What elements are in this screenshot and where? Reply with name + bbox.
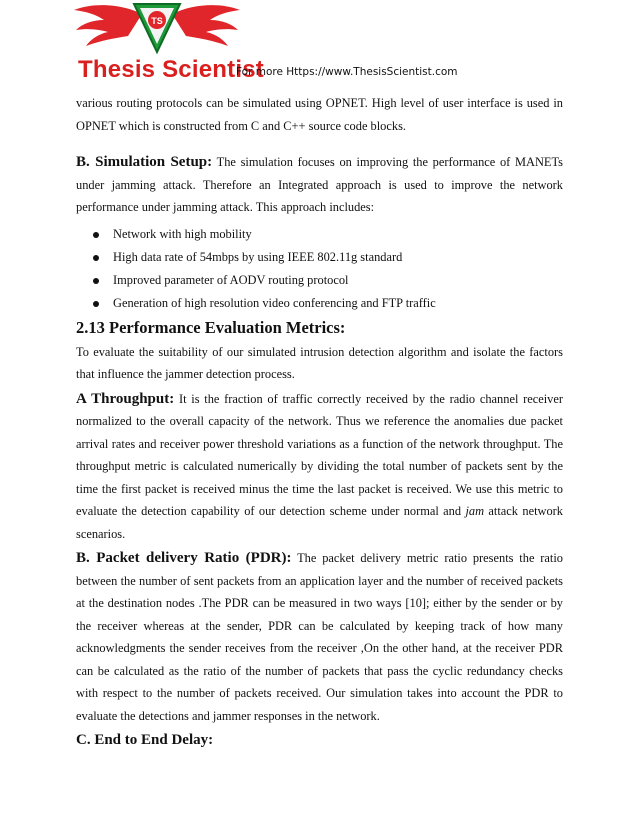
throughput-paragraph: A Throughput: It is the fraction of traffic correctly received by the radio channel receiver normalized to the overall capacity of the network. Thus we reference the anomalies due packet arrival rates and receiver power threshold variations as a function of the network throughput. The throughput metric is calculated numerically by dividing the total number of packets sent by the time the first packet is received minus the time the last packet is received. We use this metric to evaluate the detection capability of our detection scheme under normal and jam attack network scenarios. [76, 390, 564, 541]
intro-paragraph: various routing protocols can be simulated using OPNET. High level of user interface is used in OPNET which is constructed from C and C++ source code blocks. [76, 96, 563, 133]
bullet-icon [93, 255, 99, 261]
bullet-icon [93, 232, 99, 238]
svg-text:TS: TS [151, 16, 163, 26]
simulation-setup-list [76, 223, 563, 315]
simulation-setup-text: The simulation focuses on improving the performance of MANETs under jamming attack. Therefore an Integrated approach is used to improve the network performance under jamming attack. This approach includes: [76, 155, 564, 214]
bullet-icon [93, 301, 99, 307]
page-header [0, 0, 638, 88]
thesis-scientist-logo-icon [72, 0, 242, 58]
simulation-setup-heading: B. Simulation Setup: [76, 154, 213, 170]
pdr-heading: B. Packet delivery Ratio (PDR): [76, 550, 292, 566]
document-body [76, 92, 563, 752]
section-2-13-heading: 2.13 Performance Evaluation Metrics: [76, 317, 346, 337]
list-item: Generation of high resolution video conferencing and FTP traffic [76, 292, 563, 315]
list-item: Network with high mobility [76, 223, 563, 246]
bullet-icon [93, 278, 99, 284]
list-item: High data rate of 54mbps by using IEEE 802.11g standard [76, 246, 563, 269]
website-link[interactable]: For more Https://www.ThesisScientist.com [236, 66, 458, 78]
end-to-end-delay-heading: C. End to End Delay: [76, 732, 214, 748]
pdr-text: The packet delivery metric ratio presents the ratio between the number of sent packets from an application layer and the number of received packets at the destination nodes .The PDR can be measured in two ways [10]; either by the sender or by the receiver whereas at the sender, PDR can be calculated by keeping track of how many acknowledgments the sender receives from the receiver ,On the other hand, at the receiver PDR can be calculated as the ratio of the number of packets that pass the cyclic redundancy checks with respect to the number of packets received. Our simulation takes into account the PDR to evaluate the detections and jammer responses in the network. [76, 551, 563, 723]
pdr-paragraph [76, 547, 563, 727]
throughput-heading: A Throughput: [76, 390, 175, 407]
brand-name: Thesis Scientist [78, 56, 264, 83]
section-2-13-paragraph: To evaluate the suitability of our simulated intrusion detection algorithm and isolate the factors that influence the jammer detection process. [76, 344, 563, 381]
list-item: Improved parameter of AODV routing protocol [76, 269, 563, 292]
simulation-setup-paragraph [76, 151, 563, 219]
